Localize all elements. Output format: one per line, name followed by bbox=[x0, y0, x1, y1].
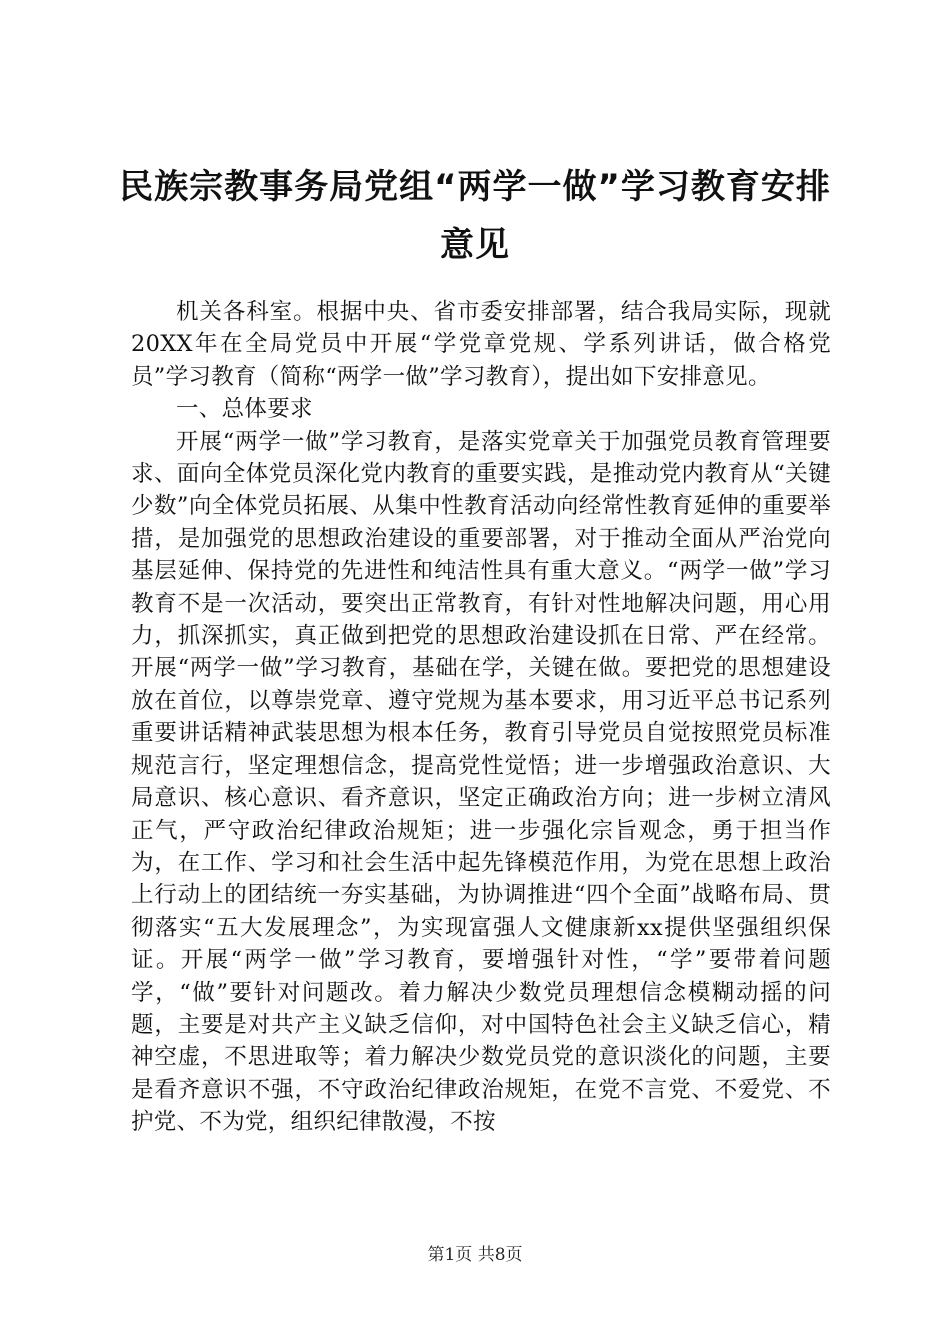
document-title: 民族宗教事务局党组“两学一做”学习教育安排意见 bbox=[119, 167, 831, 265]
document-body bbox=[131, 296, 831, 1139]
paragraph-general-requirements: 开展“两学一做”学习教育，是落实党章关于加强党员教育管理要求、面向全体党员深化党内教育的重要实践，是推动党内教育从“关键少数”向全体党员拓展、从集中性教育活动向经常性教育延伸的重要举措，是加强党的思想政治建设的重要部署，对于推动全面从严治党向基层延伸、保持党的先进性和纯洁性具有重大意义。“两学一做”学习教育不是一次活动，要突出正常教育，有针对性地解决问题，用心用力，抓深抓实，真正做到把党的思想政治建设抓在日常、严在经常。开展“两学一做”学习教育，基础在学，关键在做。要把党的思想建设放在首位，以尊崇党章、遵守党规为基本要求，用习近平总书记系列重要讲话精神武装思想为根本任务，教育引导党员自觉按照党员标准规范言行，坚定理想信念，提高党性觉悟；进一步增强政治意识、大局意识、核心意识、看齐意识，坚定正确政治方向；进一步树立清风正气，严守政治纪律政治规矩；进一步强化宗旨观念，勇于担当作为，在工作、学习和社会生活中起先锋模范作用，为党在思想上政治上行动上的团结统一夯实基础，为协调推进“四个全面”战略布局、贯彻落实“五大发展理念”，为实现富强人文健康新xx提供坚强组织保证。开展“两学一做”学习教育，要增强针对性，“学”要带着问题学，“做”要针对问题改。着力解决少数党员理想信念模糊动摇的问题，主要是对共产主义缺乏信仰，对中国特色社会主义缺乏信心，精神空虚，不思进取等；着力解决少数党员党的意识淡化的问题，主要是看齐意识不强，不守政治纪律政治规矩，在党不言党、不爱党、不护党、不为党，组织纪律散漫，不按 bbox=[131, 428, 831, 1136]
section-heading: 一、总体要求 bbox=[176, 396, 313, 423]
page-number: 第1页 共8页 bbox=[427, 1245, 523, 1265]
paragraph-intro: 机关各科室。根据中央、省市委安排部署，结合我局实际，现就20XX年在全局党员中开展“学党章党规、学系列讲话，做合格党员”学习教育（简称“两学一做”学习教育），提出如下安排意见。 bbox=[131, 299, 831, 390]
